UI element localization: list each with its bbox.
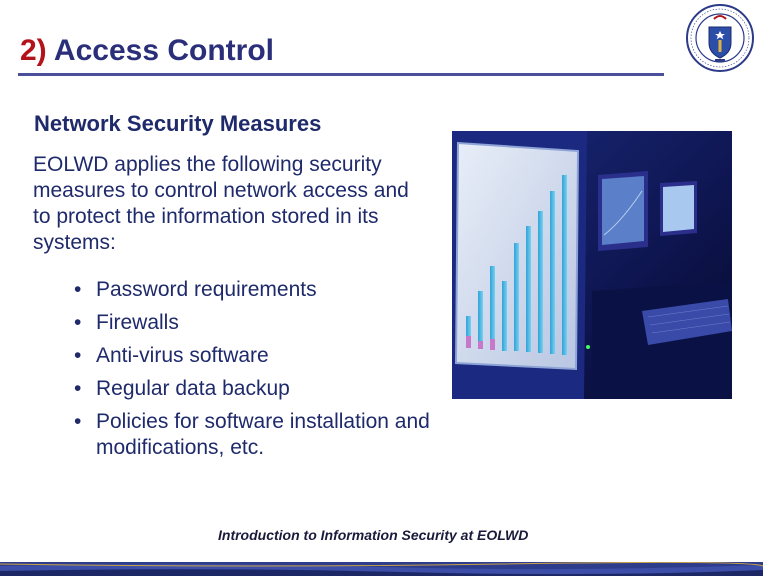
list-item-text: Regular data backup (96, 377, 290, 400)
bullet-icon: • (74, 410, 82, 433)
bullet-icon: • (74, 278, 82, 301)
title-number: 2) (20, 34, 47, 67)
bullet-icon: • (74, 311, 82, 334)
list-item (62, 405, 432, 461)
title-underline (18, 73, 664, 76)
list-item-text: Firewalls (96, 311, 179, 334)
list-item-text: Anti-virus software (96, 344, 269, 367)
footer-caption: Introduction to Information Security at EOLWD (218, 527, 529, 543)
state-seal-icon (685, 3, 755, 73)
bottom-decorative-band (0, 562, 763, 576)
computer-monitors-photo (452, 131, 732, 399)
intro-paragraph: EOLWD applies the following security measures to control network access and to protect the information stored in its systems: (33, 153, 409, 254)
list-item (62, 372, 432, 405)
bullet-icon: • (74, 344, 82, 367)
list-item (62, 339, 432, 372)
section-heading: Network Security Measures (34, 111, 322, 136)
list-item (62, 273, 432, 306)
slide-title (20, 34, 274, 68)
bullet-icon: • (74, 377, 82, 400)
measures-list (62, 273, 432, 461)
list-item (62, 306, 432, 339)
title-text: Access Control (53, 34, 274, 67)
list-item-text: Password requirements (96, 278, 317, 301)
list-item-text: Policies for software installation and modifications, etc. (96, 410, 430, 459)
